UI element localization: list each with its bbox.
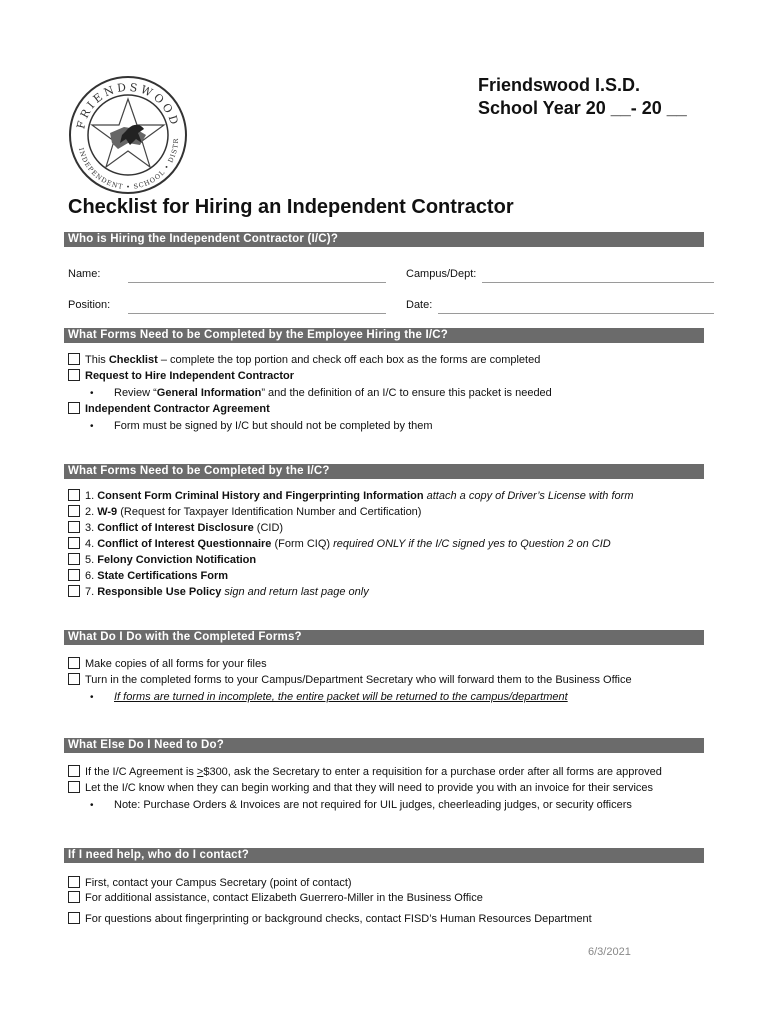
checklist-item: For additional assistance, contact Elizabeth Guerrero-Miller in the Business Office xyxy=(68,891,483,905)
date-label: Date: xyxy=(406,299,433,311)
checkbox[interactable] xyxy=(68,657,80,669)
section-completed-forms-heading: What Do I Do with the Completed Forms? xyxy=(64,630,704,645)
bullet-item: • If forms are turned in incomplete, the entire packet will be returned to the campus/department xyxy=(90,691,568,703)
checklist-item: Request to Hire Independent Contractor xyxy=(68,369,294,383)
position-input-line[interactable] xyxy=(128,313,386,314)
checklist-item: 2. W-9 (Request for Taxpayer Identification Number and Certification) xyxy=(68,505,421,519)
checklist-item: First, contact your Campus Secretary (point of contact) xyxy=(68,876,352,890)
checkbox[interactable] xyxy=(68,489,80,501)
checklist-item: For questions about fingerprinting or background checks, contact FISD’s Human Resources Department xyxy=(68,912,592,926)
checkbox[interactable] xyxy=(68,673,80,685)
checkbox[interactable] xyxy=(68,353,80,365)
section-help-heading: If I need help, who do I contact? xyxy=(64,848,704,863)
header-block xyxy=(478,74,687,120)
checkbox[interactable] xyxy=(68,891,80,903)
bullet-item: • Review “General Information” and the definition of an I/C to ensure this packet is needed xyxy=(90,387,552,399)
checklist-item: 7. Responsible Use Policy sign and return last page only xyxy=(68,585,369,599)
district-seal-logo xyxy=(66,73,190,197)
name-label: Name: xyxy=(68,268,101,280)
section-employee-forms-heading: What Forms Need to be Completed by the Employee Hiring the I/C? xyxy=(64,328,704,343)
checkbox[interactable] xyxy=(68,876,80,888)
school-year: School Year 20 __- 20 __ xyxy=(478,98,687,118)
section-who-hiring-heading: Who is Hiring the Independent Contractor (I/C)? xyxy=(64,232,704,247)
checkbox[interactable] xyxy=(68,912,80,924)
campus-label: Campus/Dept: xyxy=(406,268,477,280)
footer-date: 6/3/2021 xyxy=(588,946,631,958)
checklist-item: Make copies of all forms for your files xyxy=(68,657,267,671)
checklist-item: 4. Conflict of Interest Questionnaire (Form CIQ) required ONLY if the I/C signed yes to Question 2 on CID xyxy=(68,537,611,551)
checkbox[interactable] xyxy=(68,569,80,581)
checklist-item: 6. State Certifications Form xyxy=(68,569,228,583)
checkbox[interactable] xyxy=(68,781,80,793)
checklist-item: Turn in the completed forms to your Campus/Department Secretary who will forward them to the Business Office xyxy=(68,673,632,687)
checkbox[interactable] xyxy=(68,521,80,533)
checkbox[interactable] xyxy=(68,505,80,517)
checkbox[interactable] xyxy=(68,369,80,381)
section-what-else-heading: What Else Do I Need to Do? xyxy=(64,738,704,753)
seal-bottom-text: INDEPENDENT • SCHOOL • DISTR xyxy=(76,137,181,192)
bullet-item: • Form must be signed by I/C but should not be completed by them xyxy=(90,420,433,432)
checklist-item: Let the I/C know when they can begin working and that they will need to provide you with an invoice for their services xyxy=(68,781,653,795)
checkbox[interactable] xyxy=(68,765,80,777)
campus-input-line[interactable] xyxy=(482,282,714,283)
seal-top-text: FRIENDSWOOD xyxy=(74,80,182,131)
section-ic-forms-heading: What Forms Need to be Completed by the I/C? xyxy=(64,464,704,479)
document-title: Checklist for Hiring an Independent Contractor xyxy=(68,196,514,218)
checklist-item: If the I/C Agreement is >$300, ask the Secretary to enter a requisition for a purchase order after all forms are approved xyxy=(68,765,662,779)
checkbox[interactable] xyxy=(68,585,80,597)
position-label: Position: xyxy=(68,299,111,311)
checklist-item: 3. Conflict of Interest Disclosure (CID) xyxy=(68,521,283,535)
district-name: Friendswood I.S.D. xyxy=(478,75,641,95)
name-input-line[interactable] xyxy=(128,282,386,283)
checklist-item: This Checklist – complete the top portion and check off each box as the forms are completed xyxy=(68,353,540,367)
checkbox[interactable] xyxy=(68,537,80,549)
checklist-item: Independent Contractor Agreement xyxy=(68,402,270,416)
bullet-item: • Note: Purchase Orders & Invoices are not required for UIL judges, cheerleading judges, or security officers xyxy=(90,799,632,811)
checkbox[interactable] xyxy=(68,402,80,414)
date-input-line[interactable] xyxy=(438,313,714,314)
checklist-item: 5. Felony Conviction Notification xyxy=(68,553,256,567)
checklist-item: 1. Consent Form Criminal History and Fingerprinting Information attach a copy of Driver’s License with form xyxy=(68,489,633,503)
checkbox[interactable] xyxy=(68,553,80,565)
